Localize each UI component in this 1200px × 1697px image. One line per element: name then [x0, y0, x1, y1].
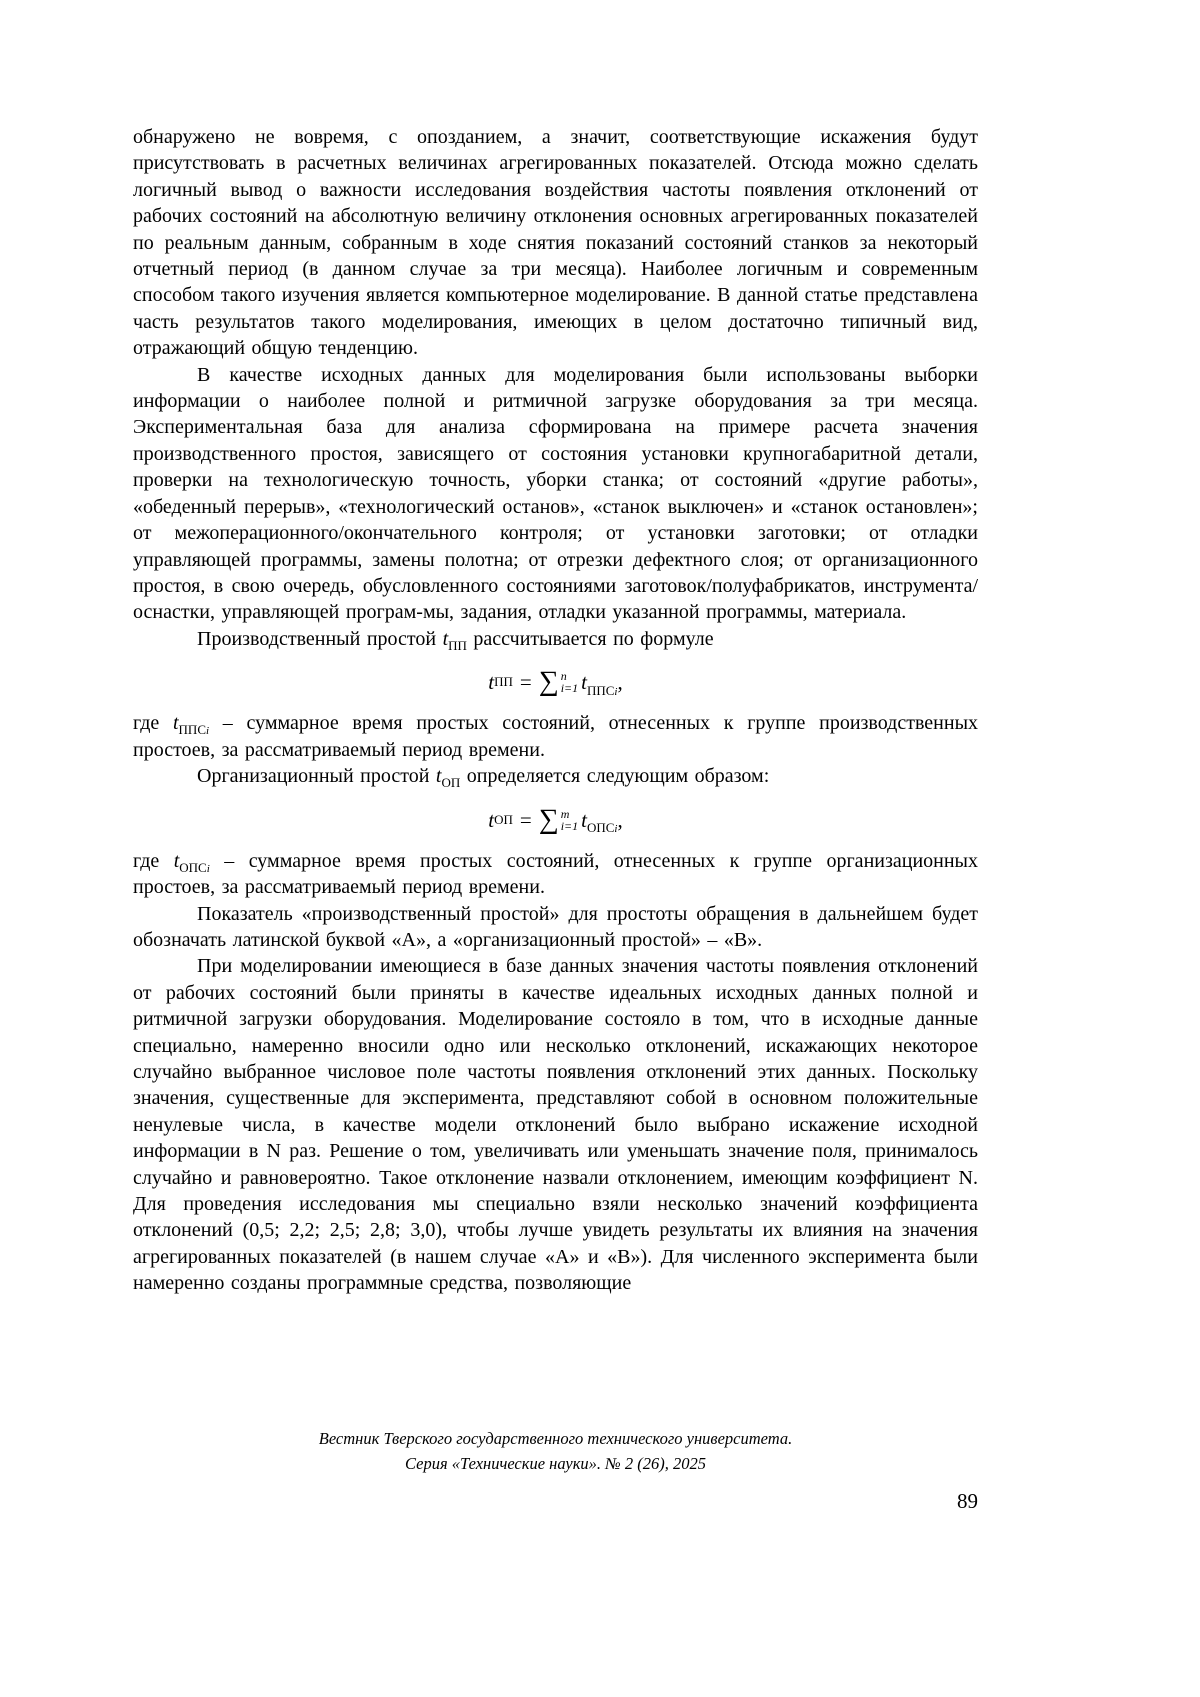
summation-limits	[561, 808, 578, 832]
text-run: Производственный простой	[197, 627, 443, 650]
subscript-text: ОПС	[179, 859, 207, 875]
summation-upper-limit: n	[560, 669, 567, 684]
subscript-index-i: i	[614, 685, 618, 698]
text-run: где	[133, 712, 173, 735]
subscript-index-i: i	[614, 822, 618, 835]
math-subscript-op: ОП	[441, 775, 461, 791]
subscript-index-i: i	[206, 725, 210, 738]
subscript-index-i: i	[206, 862, 210, 875]
math-variable-t: t	[435, 765, 442, 788]
formula-organizational-downtime	[133, 803, 978, 835]
summation-lower-limit: i=1	[560, 818, 579, 833]
paragraph-production-downtime-lead	[133, 626, 978, 652]
math-variable-t: t	[442, 627, 449, 650]
paragraph-modeling: При моделировании имеющиеся в базе данных значения частоты появления отклонений от рабочих состояний были приняты в качестве идеальных исходных данных полной и ритмичной загрузки оборудования. Моделирование состояло в том, что в исходные данные специально, намеренно вносили одно или несколько отклонений, искажающих некоторое случайно выбранное числовое поле частоты появления отклонений этих данных. Поскольку значения, существенные для эксперимента, представляют собой в основном положительные ненулевые числа, в качестве модели отклонений было выбрано искажение исходной информации в N раз. Решение о том, увеличивать или уменьшать значение поля, принималось случайно и равновероятно. Такое отклонение назвали отклонением, имеющим коэффициент N. Для проведения исследования мы специально взяли несколько значений коэффициента отклонений (0,5; 2,2; 2,5; 2,8; 3,0), чтобы лучше увидеть результаты их влияния на значения агрегированных показателей (в нашем случае «А» и «В»). Для численного эксперимента были намеренно созданы программные средства, позволяющие	[133, 955, 978, 1295]
text-run: – суммарное время простых состояний, отнесенных к группе организационных простоев, за рассматриваемый период времени.	[133, 849, 978, 899]
text-run: определяется следующим образом:	[460, 765, 770, 788]
text-run: где	[133, 849, 174, 872]
summation-limits	[561, 670, 578, 694]
journal-footer	[133, 1426, 978, 1476]
formula-production-downtime	[133, 665, 978, 697]
journal-footer-line2: Серия «Технические науки». № 2 (26), 2025	[405, 1454, 706, 1473]
paragraph-where-production	[133, 710, 978, 763]
math-variable-t: t	[173, 849, 180, 872]
subscript-text: ППС	[178, 722, 206, 738]
equals-sign: =	[519, 807, 532, 832]
text-run: Организационный простой	[197, 765, 436, 788]
summation-symbol	[538, 803, 579, 835]
formula-comma: ,	[617, 670, 623, 695]
formula-line: t ПП = ∑ n i=1 $t_{ППСi}$ ,	[488, 666, 623, 698]
math-variable-t: t	[488, 807, 495, 832]
paragraph-organizational-downtime-lead	[133, 763, 978, 789]
subscript-text: ППС	[586, 682, 615, 698]
math-variable-t: t	[581, 670, 587, 695]
article-body	[133, 124, 978, 1297]
text-run: рассчитывается по формуле	[466, 627, 714, 650]
formula-comma: ,	[617, 807, 623, 832]
text-run: – суммарное время простых состояний, отнесенных к группе производственных простоев, за рассматриваемый период времени.	[133, 712, 979, 761]
formula-line: t ОП = ∑ m i=1 $t_{ОПСi}$ ,	[488, 803, 623, 835]
summation-term	[581, 667, 617, 697]
math-variable-t: t	[488, 670, 495, 695]
math-variable-t: t	[172, 712, 179, 735]
summation-term	[581, 805, 617, 835]
math-variable-t: t	[581, 807, 587, 832]
math-subscript-pps	[179, 722, 210, 737]
summation-symbol	[539, 668, 578, 696]
summation-lower-limit: i=1	[560, 681, 579, 696]
paragraph-source-data: В качестве исходных данных для моделирования были использованы выборки информации о наиболее полной и ритмичной загрузке оборудования за три месяца. Экспериментальная база для анализа сформирована на примере расчета значения производственного простоя, зависящего от состояния установки крупногабаритной детали, проверки на технологическую точность, уборки станка; от состояний «другие работы», «обеденный перерыв», «технологический останов», «станок выключен» и «станок остановлен»; от межоперационного/окончательного контроля; от установки заготовки; от отладки управляющей программы, замены полотна; от отрезки дефектного слоя; от организационного простоя, в свою очередь, обусловленного состояниями заготовок/полуфабрикатов, инструмента/оснастки, управляющей програм-мы, задания, отладки указанной программы, материала.	[133, 363, 978, 624]
equals-sign: =	[519, 670, 532, 695]
math-subscript-pp: ПП	[448, 637, 467, 653]
math-subscript-ops	[179, 860, 210, 875]
sigma-icon: ∑	[538, 803, 559, 835]
math-subscript-ops	[587, 820, 618, 835]
paragraph-where-organizational	[133, 848, 978, 901]
subscript-text: ОПС	[586, 819, 615, 835]
paragraph-notation: Показатель «производственный простой» для простоты обращения в дальнейшем будет обозначать латинской буквой «А», а «организационный простой» – «В».	[133, 902, 978, 951]
summation-upper-limit: m	[560, 806, 570, 821]
math-subscript-pps	[587, 683, 618, 698]
sigma-icon: ∑	[538, 666, 559, 698]
page-number: 89	[957, 1489, 978, 1513]
paragraph-intro: обнаружено не вовремя, с опозданием, а значит, соответствующие искажения будут присутствовать в расчетных величинах агрегированных показателей. Отсюда можно сделать логичный вывод о важности исследования воздействия частоты появления отклонений от рабочих состояний на абсолютную величину отклонения основных агрегированных показателей по реальным данным, собранным в ходе снятия показаний состояний станков за некоторый отчетный период (в данном случае за три месяца). Наиболее логичным и современным способом такого изучения является компьютерное моделирование. В данной статье представлена часть результатов такого моделирования, имеющих в целом достаточно типичный вид, отражающий общую тенденцию.	[133, 126, 978, 360]
journal-footer-line1: Вестник Тверского государственного технического университета.	[318, 1429, 793, 1448]
